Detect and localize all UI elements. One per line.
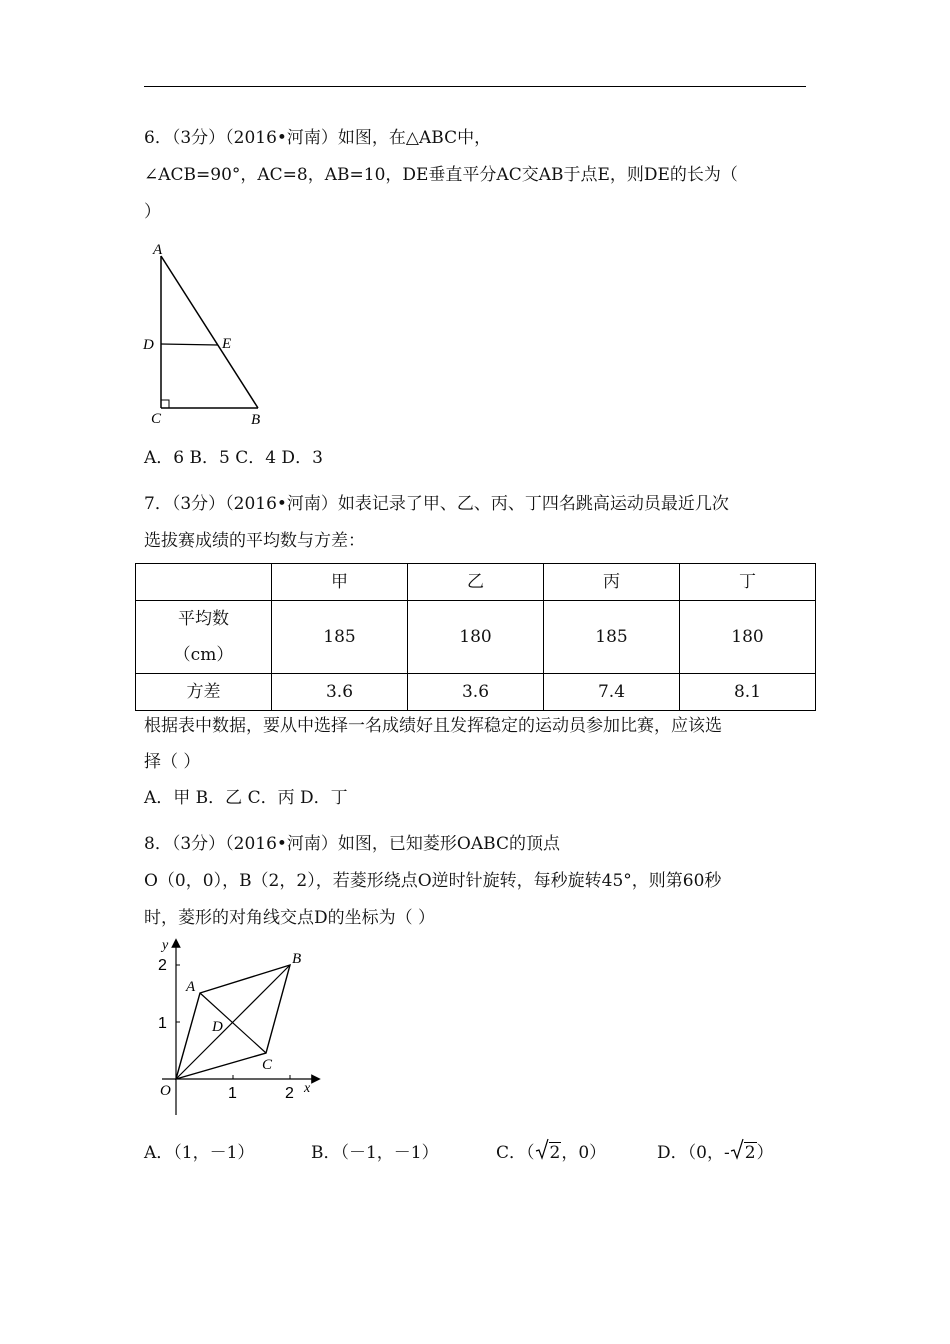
q6-line-3: ） (144, 202, 161, 222)
label-a: A (153, 242, 163, 258)
right-angle-mark (161, 400, 169, 408)
row-label-mean-a: 平均数 (178, 609, 229, 629)
label-c: C (151, 411, 162, 427)
diagonal-ac (200, 993, 266, 1053)
q6-triangle-figure (135, 238, 275, 433)
header-rule (144, 86, 806, 87)
table-cell: 180 (408, 601, 544, 674)
sqrt-symbol (730, 1141, 757, 1165)
table-cell: 8.1 (680, 674, 816, 711)
table-row (136, 601, 816, 674)
header-cell-yi: 乙 (408, 564, 544, 601)
q8-option-d-prefix: D．（0，- (657, 1143, 730, 1163)
tick-label-y-2: 2 (158, 957, 167, 974)
label-o: O (160, 1083, 171, 1099)
table-cell: 185 (272, 601, 408, 674)
table-cell: 185 (544, 601, 680, 674)
row-label-mean (136, 601, 272, 674)
label-c: C (262, 1057, 273, 1073)
header-cell-bing: 丙 (544, 564, 680, 601)
tick-label-x-1: 1 (228, 1085, 237, 1102)
q7-options: A．甲 B．乙 C．丙 D．丁 (144, 788, 348, 808)
table-cell: 180 (680, 601, 816, 674)
q7-line-4: 择（ ） (144, 752, 201, 772)
label-y-axis: y (162, 938, 169, 953)
segment-ab (161, 256, 258, 408)
q6-line-2: ∠ACB=90°，AC=8，AB=10，DE垂直平分AC交AB于点E，则DE的长为（ (144, 165, 738, 185)
header-cell-empty (136, 564, 272, 601)
q7-line-3: 根据表中数据，要从中选择一名成绩好且发挥稳定的运动员参加比赛，应该选 (144, 716, 722, 736)
q8-option-c (496, 1141, 606, 1165)
q8-rhombus-figure (140, 935, 325, 1120)
label-d: D (143, 337, 154, 353)
table-cell: 3.6 (272, 674, 408, 711)
label-b: B (251, 412, 261, 428)
tick-label-x-2: 2 (285, 1085, 294, 1102)
q8-line-3: 时，菱形的对角线交点D的坐标为（ ） (144, 908, 436, 928)
label-e: E (222, 336, 232, 352)
q8-option-c-prefix: C．（ (496, 1143, 535, 1163)
q8-option-d (657, 1141, 774, 1165)
label-d: D (212, 1019, 223, 1035)
q6-options: A．6 B．5 C．4 D．3 (144, 448, 323, 468)
row-label-variance: 方差 (136, 674, 272, 711)
table-cell: 7.4 (544, 674, 680, 711)
header-cell-ding: 丁 (680, 564, 816, 601)
table-row (136, 674, 816, 711)
q7-line-2: 选拔赛成绩的平均数与方差： (144, 531, 365, 551)
q8-option-c-radicand: 2 (549, 1143, 561, 1163)
q8-option-d-radicand: 2 (744, 1143, 756, 1163)
label-b: B (292, 951, 302, 967)
segment-de (161, 344, 218, 345)
q8-option-a: A．（1，－1） (144, 1143, 255, 1163)
label-a: A (186, 979, 196, 995)
score-table (135, 563, 816, 711)
q8-line-1: 8．（3分）（2016•河南）如图，已知菱形OABC的顶点 (144, 834, 560, 854)
q8-option-d-suffix: ） (756, 1143, 774, 1163)
row-label-mean-b: （cm） (173, 645, 234, 665)
q8-line-2: O（0，0），B（2，2），若菱形绕点O逆时针旋转，每秒旋转45°，则第60秒 (144, 871, 722, 891)
label-x-axis: x (304, 1081, 311, 1096)
tick-label-y-1: 1 (158, 1015, 167, 1032)
q6-line-1: 6．（3分）（2016•河南）如图，在△ABC中， (144, 128, 492, 148)
table-cell: 3.6 (408, 674, 544, 711)
q7-line-1: 7．（3分）（2016•河南）如表记录了甲、乙、丙、丁四名跳高运动员最近几次 (144, 494, 729, 514)
header-cell-jia: 甲 (272, 564, 408, 601)
q8-option-b: B．（－1，－1） (311, 1143, 439, 1163)
sqrt-symbol (535, 1141, 562, 1165)
table-header-row (136, 564, 816, 601)
q8-option-c-suffix: ，0） (561, 1143, 607, 1163)
